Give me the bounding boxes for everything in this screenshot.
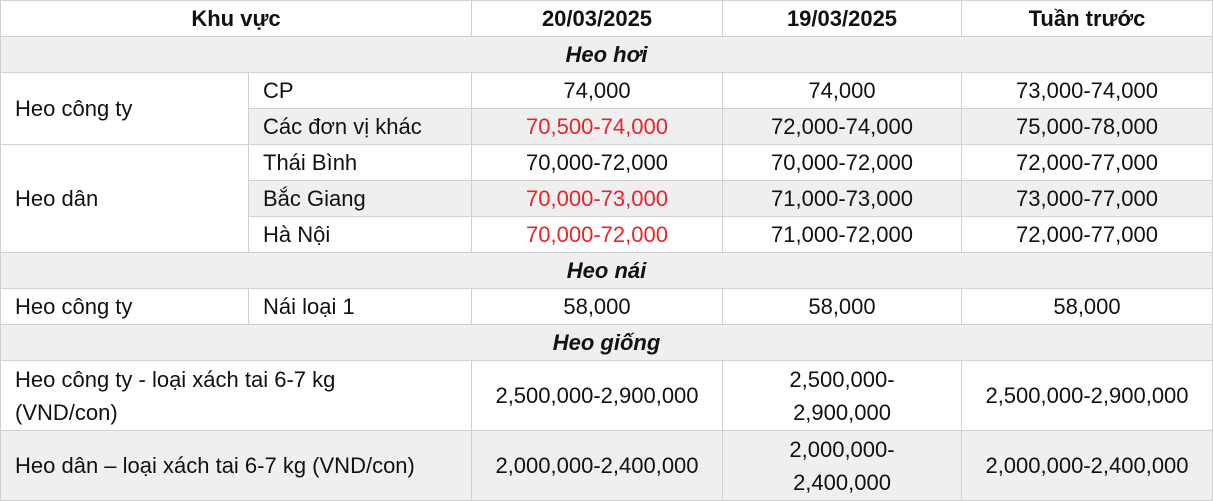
section-row-heo-hoi: [1, 37, 1213, 73]
price-cell-date-1: 2,000,000-2,400,000: [472, 431, 723, 501]
piglet-label-line-2: (VND/con): [15, 399, 118, 425]
table-row: [1, 361, 1213, 431]
price-cell-last-week: 2,500,000-2,900,000: [962, 361, 1213, 431]
price-cell-last-week: 72,000-77,000: [962, 217, 1213, 253]
price-cell-date-2: 74,000: [723, 73, 962, 109]
header-row: [1, 1, 1213, 37]
table-row: [1, 289, 1213, 325]
price-cell-date-1: 70,000-73,000: [472, 181, 723, 217]
table-row: [1, 73, 1213, 109]
table-row: [1, 145, 1213, 181]
group-label-heo-cong-ty: Heo công ty: [1, 73, 249, 145]
section-title-heo-nai: Heo nái: [1, 253, 1213, 289]
price-cell-date-1: 70,500-74,000: [472, 109, 723, 145]
subregion-cell: Thái Bình: [249, 145, 472, 181]
subregion-cell: Bắc Giang: [249, 181, 472, 217]
price-cell-date-1: 2,500,000-2,900,000: [472, 361, 723, 431]
section-title-heo-giong: Heo giống: [1, 325, 1213, 361]
subregion-cell: CP: [249, 73, 472, 109]
piglet-label-line-1: Heo dân – loại xách tai 6-7 kg (VND/con): [15, 453, 415, 478]
price-cell-date-1: 70,000-72,000: [472, 217, 723, 253]
price-cell-date-2: 70,000-72,000: [723, 145, 962, 181]
group-label-heo-dan: Heo dân: [1, 145, 249, 253]
header-date-1: 20/03/2025: [472, 1, 723, 37]
subregion-cell: Hà Nội: [249, 217, 472, 253]
price-line-1: 2,500,000-: [789, 366, 895, 392]
piglet-label-cell: [1, 361, 472, 431]
section-row-heo-giong: [1, 325, 1213, 361]
price-line-2: 2,900,000: [793, 399, 891, 425]
price-cell-date-2: 71,000-72,000: [723, 217, 962, 253]
price-cell-last-week: 58,000: [962, 289, 1213, 325]
piglet-label-line-1: Heo công ty - loại xách tai 6-7 kg: [15, 366, 336, 392]
subregion-cell: Các đơn vị khác: [249, 109, 472, 145]
price-cell-last-week: 72,000-77,000: [962, 145, 1213, 181]
price-cell-last-week: 2,000,000-2,400,000: [962, 431, 1213, 501]
price-cell-date-1: 70,000-72,000: [472, 145, 723, 181]
price-cell-last-week: 73,000-74,000: [962, 73, 1213, 109]
price-line-2: 2,400,000: [793, 469, 891, 495]
price-cell-date-2: 58,000: [723, 289, 962, 325]
table-row: [1, 431, 1213, 501]
section-title-heo-hoi: Heo hơi: [1, 37, 1213, 73]
price-line-1: 2,000,000-: [789, 436, 895, 462]
price-cell-date-2: [723, 361, 962, 431]
price-cell-date-2: [723, 431, 962, 501]
header-region: Khu vực: [1, 1, 472, 37]
price-cell-date-1: 58,000: [472, 289, 723, 325]
subregion-cell: Nái loại 1: [249, 289, 472, 325]
section-row-heo-nai: [1, 253, 1213, 289]
group-label-heo-cong-ty: Heo công ty: [1, 289, 249, 325]
price-cell-date-1: 74,000: [472, 73, 723, 109]
header-last-week: Tuần trước: [962, 1, 1213, 37]
header-date-2: 19/03/2025: [723, 1, 962, 37]
piglet-label-cell: [1, 431, 472, 501]
price-cell-last-week: 75,000-78,000: [962, 109, 1213, 145]
price-cell-date-2: 71,000-73,000: [723, 181, 962, 217]
price-cell-last-week: 73,000-77,000: [962, 181, 1213, 217]
price-cell-date-2: 72,000-74,000: [723, 109, 962, 145]
